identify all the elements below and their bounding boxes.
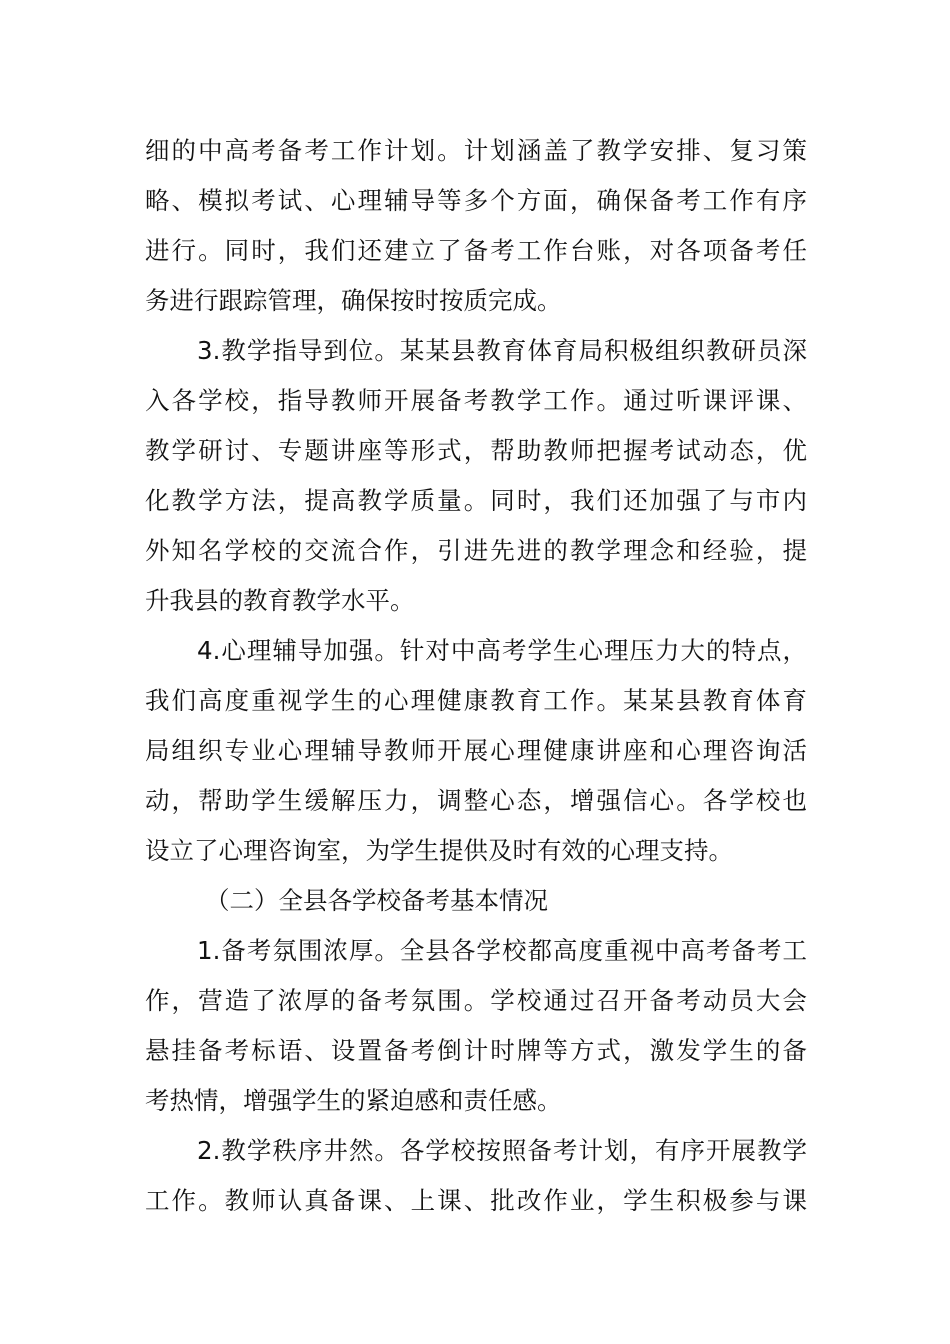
body-line-19: 悬挂备考标语、设置备考倒计时牌等方式，激发学生的备 [145,1036,807,1065]
body-line-8: 化教学方法，提高教学质量。同时，我们还加强了与市内 [145,486,807,515]
body-line-7: 教学研讨、专题讲座等形式，帮助教师把握考试动态，优 [145,436,807,465]
body-line-3: 进行。同时，我们还建立了备考工作台账，对各项备考任 [145,236,807,265]
body-line-20: 考热情，增强学生的紧迫感和责任感。 [145,1086,562,1115]
item-3-first-line: 3.教学指导到位。某某县教育体育局积极组织教研员深 [197,336,807,365]
section-heading: （二）全县各学校备考基本情况 [205,886,548,915]
body-line-10: 升我县的教育教学水平。 [145,586,415,615]
body-line-2: 略、模拟考试、心理辅导等多个方面，确保备考工作有序 [145,186,807,215]
body-line-22: 工作。教师认真备课、上课、批改作业，学生积极参与课 [145,1186,807,1215]
body-line-14: 动，帮助学生缓解压力，调整心态，增强信心。各学校也 [145,786,807,815]
body-line-12: 我们高度重视学生的心理健康教育工作。某某县教育体育 [145,686,807,715]
body-line-6: 入各学校，指导教师开展备考教学工作。通过听课评课、 [145,386,807,415]
body-line-18: 作，营造了浓厚的备考氛围。学校通过召开备考动员大会 [145,986,807,1015]
item-2-first-line: 2.教学秩序井然。各学校按照备考计划，有序开展教学 [197,1136,807,1165]
item-4-first-line: 4.心理辅导加强。针对中高考学生心理压力大的特点， [197,636,807,665]
body-line-9: 外知名学校的交流合作，引进先进的教学理念和经验，提 [145,536,807,565]
item-1-first-line: 1.备考氛围浓厚。全县各学校都高度重视中高考备考工 [197,936,807,965]
body-line-1: 细的中高考备考工作计划。计划涵盖了教学安排、复习策 [145,136,807,165]
body-line-15: 设立了心理咨询室，为学生提供及时有效的心理支持。 [145,836,733,865]
body-line-13: 局组织专业心理辅导教师开展心理健康讲座和心理咨询活 [145,736,807,765]
body-line-4: 务进行跟踪管理，确保按时按质完成。 [145,286,562,315]
document-body [145,126,807,1226]
